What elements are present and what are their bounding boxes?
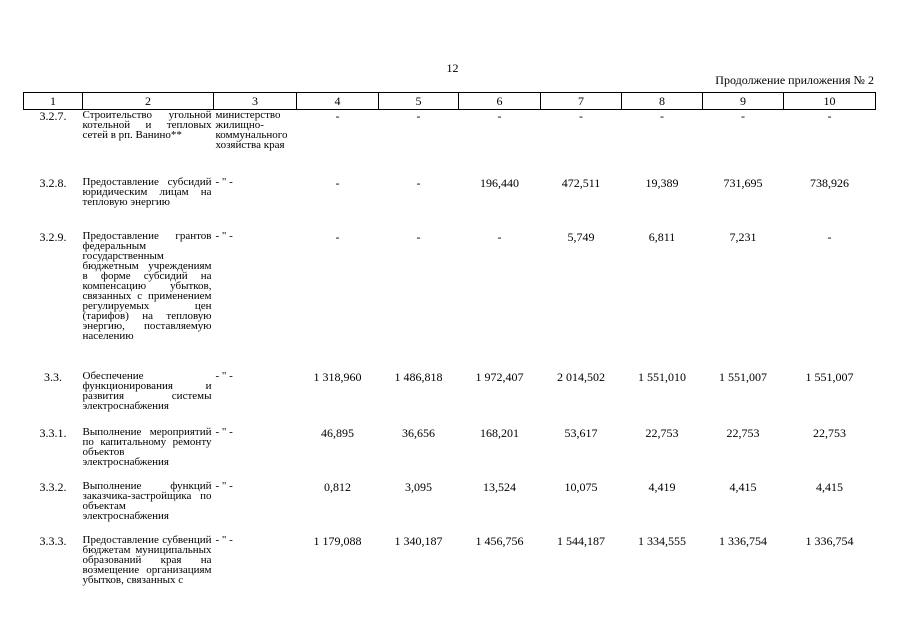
value-cell: 1 551,010 [638, 369, 686, 384]
header-cell: 4 [297, 93, 379, 110]
header-cell: 3 [214, 93, 297, 110]
value-cell: - [827, 229, 832, 244]
value-cell: - [416, 175, 421, 190]
value-cell: 1 336,754 [719, 533, 767, 548]
value-cell: 22,753 [813, 425, 846, 440]
row-name: Предоставление субвенций бюджетам муниципальных образований края на возмещение организациям убытков, связанных с [82, 533, 212, 586]
row-responsible: - " - [215, 369, 233, 382]
header-cell: 9 [703, 93, 784, 110]
header-cell: 7 [541, 93, 622, 110]
value-cell: - [579, 109, 583, 123]
row-name: Обеспечение функционирования и развития системы электроснабжения [82, 369, 212, 412]
value-cell: 472,511 [561, 175, 601, 190]
row-responsible: - " - [215, 479, 233, 492]
row-name: Предоставление субсидий юридическим лицам на тепловую энергию [82, 175, 212, 208]
value-cell: 13,524 [483, 479, 516, 494]
table-row [24, 481, 876, 523]
row-name: Предоставление грантов федеральным государственным бюджетным учреждениям в форме субсидий на компенсацию убытков, связанных с применением регулируемых цен (тарифов) на тепловую энергию, поставляемую населению [82, 229, 212, 342]
row-number: 3.2.8. [39, 175, 67, 190]
continuation-note: Продолжение приложения № 2 [715, 73, 874, 87]
header-cell: 1 [24, 93, 83, 110]
table-row [24, 110, 876, 165]
value-cell: - [741, 109, 745, 123]
value-cell: - [660, 109, 664, 123]
value-cell: 6,811 [648, 229, 676, 244]
row-number: 3.3. [44, 369, 62, 384]
value-cell: 36,656 [402, 425, 435, 440]
value-cell: 1 318,960 [313, 369, 362, 384]
value-cell: 0,812 [324, 479, 351, 494]
value-cell: - [416, 229, 421, 244]
value-cell: - [497, 229, 502, 244]
value-cell: 1 334,555 [638, 533, 686, 548]
value-cell: 3,095 [405, 479, 432, 494]
value-cell: 1 972,407 [475, 369, 524, 384]
value-cell: 731,695 [723, 175, 763, 190]
value-cell: - [335, 175, 340, 190]
value-cell: - [827, 109, 832, 123]
row-name: Выполнение мероприятий по капитальному ремонту объектов электроснабжения [82, 425, 212, 468]
row-responsible: - " - [215, 425, 233, 438]
header-cell: 8 [622, 93, 703, 110]
row-name: Выполнение функций заказчика-застройщика по объектам электроснабжения [82, 479, 212, 522]
value-cell: 1 340,187 [394, 533, 443, 548]
value-cell: 1 544,187 [557, 533, 605, 548]
value-cell: 4,415 [816, 479, 843, 494]
row-responsible: - " - [215, 175, 233, 188]
value-cell: 22,753 [645, 425, 679, 440]
value-cell: - [335, 229, 340, 244]
value-cell: 1 551,007 [719, 369, 767, 384]
table-row [24, 371, 876, 415]
value-cell: 738,926 [810, 175, 849, 190]
value-cell: 1 336,754 [805, 533, 854, 548]
header-row [24, 93, 876, 110]
row-number: 3.3.1. [39, 425, 67, 440]
page-number: 12 [446, 61, 459, 75]
table-row [24, 427, 876, 469]
header-cell: 6 [459, 93, 541, 110]
value-cell: - [416, 109, 421, 123]
value-cell: 1 551,007 [805, 369, 854, 384]
row-responsible: - " - [215, 533, 233, 546]
value-cell: 4,419 [648, 479, 676, 494]
value-cell: 22,753 [726, 425, 760, 440]
value-cell: - [497, 109, 502, 123]
value-cell: 1 486,818 [394, 369, 443, 384]
row-name: Строительство угольной котельной и тепловых сетей в рп. Ванино** [82, 109, 212, 141]
row-number: 3.2.7. [39, 109, 67, 123]
value-cell: 10,075 [564, 479, 598, 494]
appendix-table [23, 92, 876, 597]
header-cell: 10 [784, 93, 876, 110]
header-cell: 2 [83, 93, 214, 110]
row-number: 3.3.2. [39, 479, 67, 494]
row-number: 3.2.9. [39, 229, 67, 244]
value-cell: 1 456,756 [475, 533, 524, 548]
table-row [24, 231, 876, 359]
value-cell: 168,201 [480, 425, 519, 440]
table-row [24, 535, 876, 597]
row-number: 3.3.3. [39, 533, 67, 548]
value-cell: 19,389 [645, 175, 679, 190]
header-cell: 5 [379, 93, 459, 110]
value-cell: 1 179,088 [313, 533, 362, 548]
row-responsible: - " - [215, 229, 233, 242]
value-cell: 5,749 [567, 229, 595, 244]
value-cell: 4,415 [729, 479, 757, 494]
value-cell: 196,440 [480, 175, 519, 190]
value-cell: 53,617 [564, 425, 598, 440]
value-cell: - [335, 109, 340, 123]
row-responsible: министерство жилищно-коммунального хозяйства края [215, 109, 288, 151]
value-cell: 46,895 [321, 425, 354, 440]
table-row [24, 177, 876, 219]
value-cell: 2 014,502 [557, 369, 605, 384]
value-cell: 7,231 [729, 229, 757, 244]
